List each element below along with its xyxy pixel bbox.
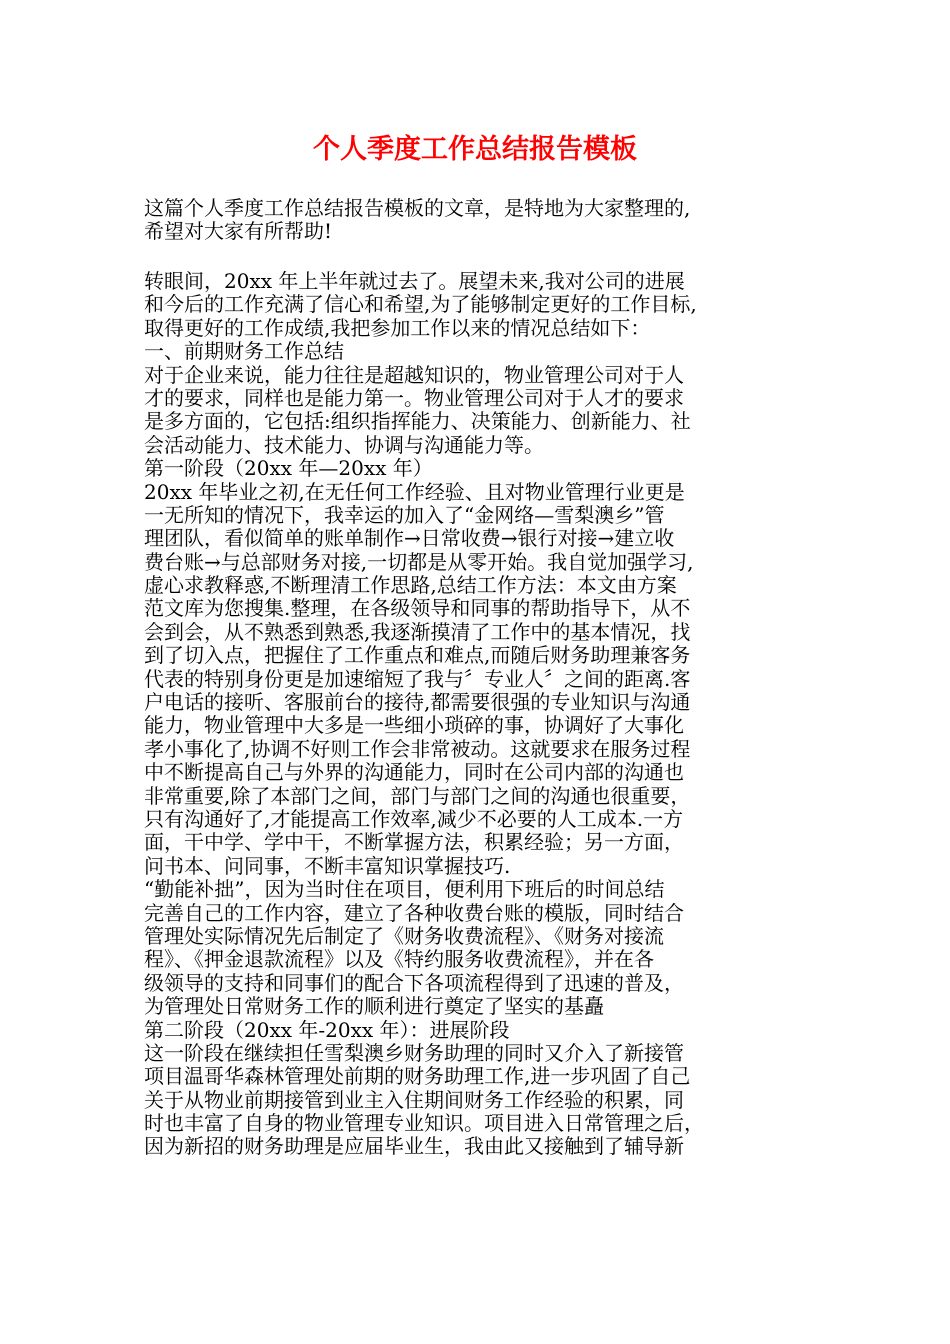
text-line: 项目温哥华森林管理处前期的财务助理工作,进一步巩固了自己 — [144, 1064, 691, 1089]
text-line: 一无所知的情况下，我幸运的加入了“金网络—雪梨澳乡”管 — [144, 502, 665, 527]
text-line: 问书本、问同事，不断丰富知识掌握技巧. — [144, 853, 511, 878]
text-line: 中不断提高自己与外界的沟通能力，同时在公司内部的沟通也 — [144, 760, 684, 785]
text-line: 和今后的工作充满了信心和希望,为了能够制定更好的工作目标, — [144, 292, 697, 317]
text-line: 完善自己的工作内容，建立了各种收费台账的模版，同时结合 — [144, 900, 684, 925]
text-line: 管理处实际情况先后制定了《财务收费流程》、《财务对接流 — [144, 923, 664, 948]
text-line: 第二阶段（20xx 年-20xx 年）：进展阶段 — [144, 1017, 510, 1042]
intro-paragraph — [144, 197, 814, 244]
text-line: 对于企业来说，能力往往是超越知识的，物业管理公司对于人 — [144, 362, 684, 387]
text-line: 户电话的接听、客服前台的接待,都需要很强的专业知识与沟通 — [144, 690, 691, 715]
document-title: 个人季度工作总结报告模板 — [313, 134, 637, 165]
text-line: 因为新招的财务助理是应届毕业生，我由此又接触到了辅导新 — [144, 1134, 684, 1159]
text-line: 面，干中学、学中干，不断掌握方法，积累经验；另一方面， — [144, 830, 684, 855]
text-line: 非常重要,除了本部门之间，部门与部门之间的沟通也很重要， — [144, 783, 691, 808]
text-line: 时也丰富了自身的物业管理专业知识。项目进入日常管理之后， — [144, 1111, 704, 1136]
text-line: 能力，物业管理中大多是一些细小琐碎的事，协调好了大事化 — [144, 713, 684, 738]
text-line: 级领导的支持和同事们的配合下各项流程得到了迅速的普及， — [144, 970, 684, 995]
text-line: 程》、《押金退款流程》以及《特约服务收费流程》，并在各 — [144, 947, 654, 972]
text-line: 第一阶段（20xx 年—20xx 年） — [144, 456, 433, 481]
text-line: 理团队，看似简单的账单制作→日常收费→银行对接→建立收 — [144, 526, 675, 551]
text-line: 关于从物业前期接管到业主入住期间财务工作经验的积累，同 — [144, 1087, 684, 1112]
text-line: 费台账→与总部财务对接,一切都是从零开始。我自觉加强学习, — [144, 549, 694, 574]
document-body — [144, 270, 814, 1159]
text-line: 到了切入点，把握住了工作重点和难点,而随后财务助理兼客务 — [144, 643, 691, 668]
text-line: 转眼间，20xx 年上半年就过去了。展望未来,我对公司的进展 — [144, 269, 685, 293]
text-line: 孝小事化了,协调不好则工作会非常被动。这就要求在服务过程 — [144, 736, 691, 761]
text-line: “勤能补拙”，因为当时住在项目，便利用下班后的时间总结 — [144, 877, 665, 902]
text-line: 会到会，从不熟悉到熟悉,我逐渐摸清了工作中的基本情况，找 — [144, 619, 691, 644]
text-line: 才的要求，同样也是能力第一。物业管理公司对于人才的要求 — [144, 385, 684, 410]
text-line: 代表的特别身份更是加速缩短了我与〞专业人〞之间的距离.客 — [144, 666, 691, 691]
text-line: 20xx 年毕业之初,在无任何工作经验、且对物业管理行业更是 — [144, 479, 685, 504]
text-line: 一、前期财务工作总结 — [144, 339, 344, 364]
text-line: 为管理处日常财务工作的顺利进行奠定了坚实的基矗 — [144, 994, 604, 1019]
text-line: 只有沟通好了,才能提高工作效率,减少不必要的人工成本.一方 — [144, 806, 684, 831]
text-line: 希望对大家有所帮助! — [144, 219, 333, 244]
text-line: 会活动能力、技术能力、协调与沟通能力等。 — [144, 432, 544, 457]
text-line: 这篇个人季度工作总结报告模板的文章，是特地为大家整理的, — [144, 196, 691, 220]
text-line: 范文库为您搜集.整理，在各级领导和同事的帮助指导下，从不 — [144, 596, 691, 621]
text-line: 取得更好的工作成绩,我把参加工作以来的情况总结如下： — [144, 315, 651, 340]
text-line: 虚心求教释惑,不断理清工作思路,总结工作方法：本文由方案 — [144, 573, 677, 598]
text-line: 这一阶段在继续担任雪梨澳乡财务助理的同时又介入了新接管 — [144, 1040, 684, 1065]
text-line: 是多方面的，它包括:组织指挥能力、决策能力、创新能力、社 — [144, 409, 691, 434]
